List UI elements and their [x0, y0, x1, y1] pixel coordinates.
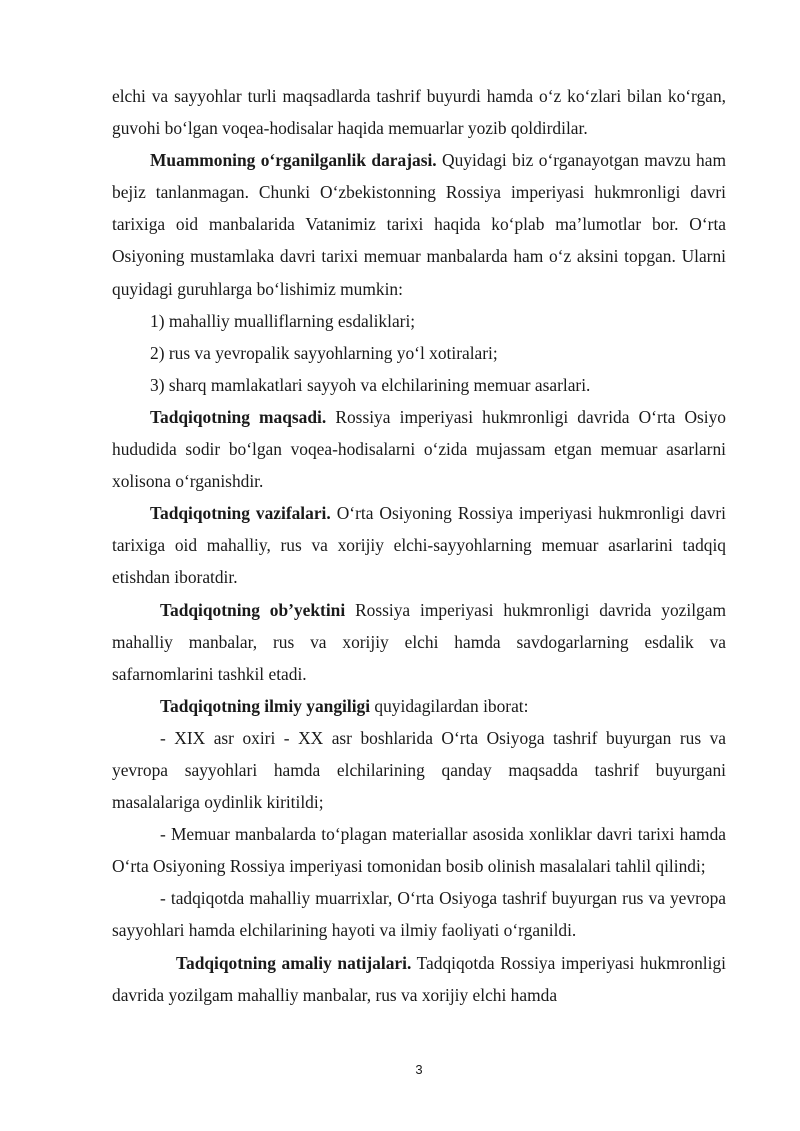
text-research-tasks: O‘rta Osiyoning Rossiya imperiyasi hukmronligi davri tarixiga oid mahalliy, rus va xorijiy elchi-sayyohlarning memuar asarlarini tadqiq etishdan iboratdir. [112, 503, 727, 588]
list-item: 2) rus va yevropalik sayyohlarning yo‘l xotiralari; [150, 342, 498, 363]
paragraph-novelty-item-1: - XIX asr oxiri - XX asr boshlarida O‘rta Osiyoga tashrif buyurgan rus va yevropa sayyohlari hamda elchilarining qanday maqsadda tashrif buyurgani masalalariga oydinlik kiritildi; [112, 727, 726, 813]
heading-study-degree: Muammoning o‘rganilganlik darajasi. [150, 150, 437, 171]
list-item: 3) sharq mamlakatlari sayyoh va elchilarining memuar asarlari. [150, 374, 591, 395]
list-item: 1) mahalliy mualliflarning esdaliklari; [150, 310, 416, 331]
paragraph-practical-results [112, 947, 726, 1011]
heading-research-object: Tadqiqotning ob’yektini [160, 599, 346, 620]
text-research-goal: Rossiya imperiyasi hukmronligi davrida O‘rta Osiyo hududida sodir bo‘lgan voqea-hodisalarni o‘zida mujassam etgan memuar asarlarni xolisona o‘rganishdir. [112, 406, 726, 492]
paragraph-novelty-item-2: - Memuar manbalarda to‘plagan materiallar asosida xonliklar davri tarixi hamda O‘rta Osiyoning Rossiya imperiyasi tomonidan bosib olinish masalalari tahlil qilindi; [112, 824, 726, 877]
text-scientific-novelty: quyidagilardan iborat: [370, 695, 529, 716]
document-page [112, 80, 726, 1011]
text-research-object: Rossiya imperiyasi hukmronligi davrida yozilgam mahalliy manbalar, rus va xorijiy elchi hamda savdogarlarning esdalik va safarnomlarini tashkil etadi. [112, 599, 726, 684]
heading-research-tasks: Tadqiqotning vazifalari. [150, 503, 331, 524]
page-number: 3 [415, 1062, 423, 1077]
paragraph-research-object [112, 594, 726, 690]
text-practical-results: Tadqiqotda Rossiya imperiyasi hukmronligi davrida yozilgam mahalliy manbalar, rus va xorijiy elchi hamda [112, 952, 726, 1005]
heading-scientific-novelty: Tadqiqotning ilmiy yangiligi [160, 695, 371, 716]
paragraph-novelty-item-3: - tadqiqotda mahalliy muarrixlar, O‘rta Osiyoga tashrif buyurgan rus va yevropa sayyohlari hamda elchilarining hayoti va ilmiy faoliyati o‘rganildi. [112, 888, 726, 941]
heading-practical-results: Tadqiqotning amaliy natijalari. [176, 952, 412, 973]
paragraph-scientific-novelty [112, 690, 726, 722]
paragraph-research-tasks [112, 497, 726, 593]
text-study-degree: Quyidagi biz o‘rganayotgan mavzu ham bejiz tanlanmagan. Chunki O‘zbekistonning Rossiya imperiyasi hukmronligi davri tarixiga oid manbalarida Vatanimiz tarixi haqida ko‘plab ma’lumotlar bor. O‘rta Osiyoning mustamlaka davri tarixi memuar manbalarda ham o‘z aksini topgan. Ularni quyidagi guruhlarga bo‘lishimiz mumkin: [112, 150, 726, 299]
paragraph-intro-continuation: elchi va sayyohlar turli maqsadlarda tashrif buyurdi hamda o‘z ko‘zlari bilan ko‘rgan, guvohi bo‘lgan voqea-hodisalar haqida memuarlar yozib qoldirdilar. [112, 86, 726, 139]
heading-research-goal: Tadqiqotning maqsadi. [150, 406, 327, 427]
paragraph-study-degree [112, 144, 726, 304]
paragraph-research-goal [112, 401, 726, 497]
